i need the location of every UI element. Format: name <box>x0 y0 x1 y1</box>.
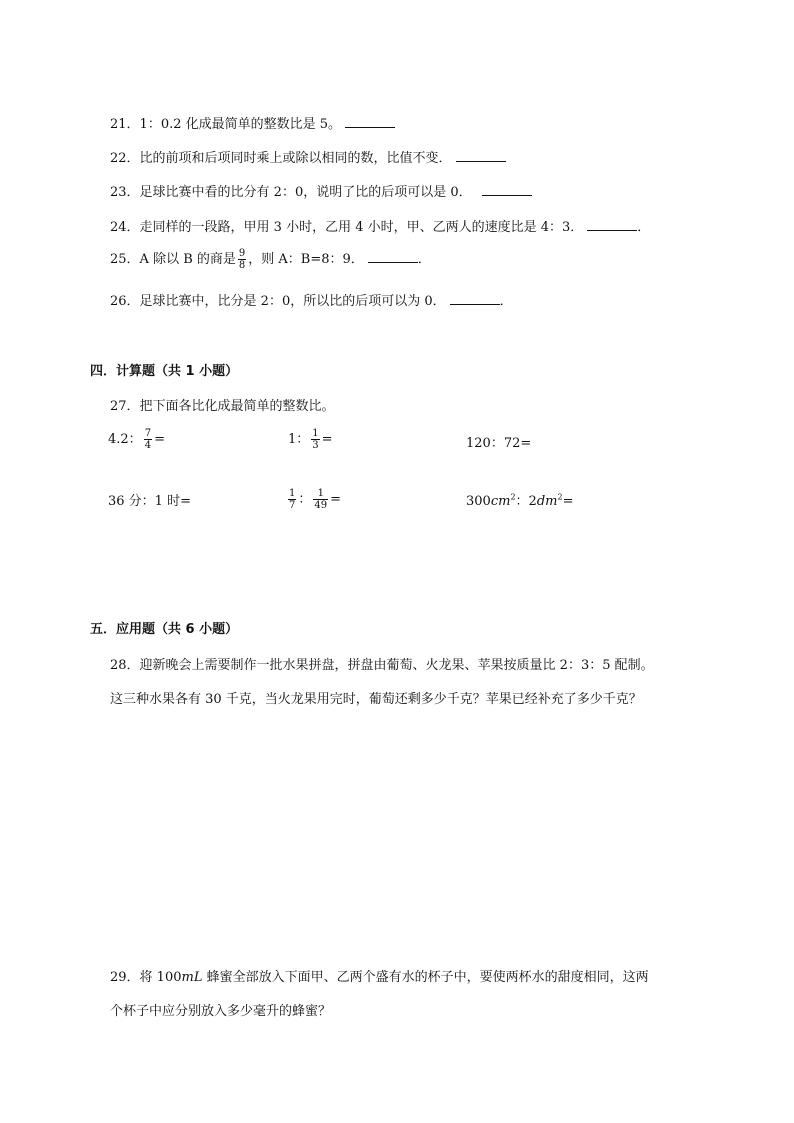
fraction-denominator: 49 <box>314 500 328 511</box>
answer-blank[interactable] <box>482 194 532 196</box>
ratio-item-d: 36 分：1 时= <box>108 494 191 509</box>
unit: cm <box>490 494 511 509</box>
fraction <box>313 488 328 511</box>
fraction-numerator: 9 <box>238 248 246 259</box>
question-tail: ． <box>499 294 513 309</box>
question-text: 比的前项和后项同时乘上或除以相同的数，比值不变． <box>139 151 452 166</box>
question-number: 24． <box>110 220 140 235</box>
answer-blank[interactable] <box>345 126 395 128</box>
ratio-item-f <box>466 490 573 509</box>
question-24 <box>110 216 650 235</box>
fraction <box>311 428 319 451</box>
fraction-denominator: 8 <box>238 260 246 271</box>
question-28-line2: 这三种水果各有 30 千克，当火龙果用完时，葡萄还剩多少千克？苹果已经补充了多少千克？ <box>110 692 642 707</box>
ratio-item-b <box>288 428 333 451</box>
ratio-item-a <box>108 428 165 451</box>
question-number: 23． <box>110 185 140 200</box>
equals-sign: = <box>154 432 165 447</box>
answer-blank[interactable] <box>587 229 637 231</box>
question-29-line1 <box>110 966 649 985</box>
ratio-text: 4.2： <box>108 432 142 447</box>
question-27: 27．把下面各比化成最简单的整数比。 <box>110 399 335 414</box>
question-text: 足球比赛中看的比分有 2：0，说明了比的后项可以是 0． <box>139 185 472 200</box>
question-text: 足球比赛中，比分是 2：0，所以比的后项可以为 0． <box>139 294 446 309</box>
ratio-number: 300 <box>466 494 491 509</box>
question-tail: ． <box>637 220 651 235</box>
ratio-text: 1： <box>288 432 310 447</box>
question-text: 蜂蜜全部放入下面甲、乙两个盛有水的杯子中，要使两杯水的甜度相同，这两 <box>202 970 649 985</box>
fraction-denominator: 3 <box>312 440 319 451</box>
equals-sign: = <box>321 432 333 447</box>
question-text: ，则 A：B=8：9． <box>248 252 364 267</box>
fraction-numerator: 1 <box>312 428 319 439</box>
question-21 <box>110 113 395 132</box>
section-title-application: 五．应用题（共 6 小题） <box>90 622 239 637</box>
question-text: 走同样的一段路，甲用 3 小时，乙用 4 小时，甲、乙两人的速度比是 4：3． <box>139 220 584 235</box>
ratio-text: ：2 <box>515 494 537 509</box>
question-23 <box>110 181 532 200</box>
question-tail: ． <box>417 252 431 267</box>
ratio-item-c: 120：72= <box>466 436 532 451</box>
question-text: A 除以 B 的商是 <box>139 252 236 267</box>
equals-sign: = <box>330 492 342 507</box>
answer-blank[interactable] <box>456 160 506 162</box>
question-text: 29．将 100 <box>110 970 182 985</box>
question-22 <box>110 147 506 166</box>
section-title-calculation: 四．计算题（共 1 小题） <box>90 364 239 379</box>
fraction-numerator: 1 <box>289 488 296 499</box>
question-29-line2: 个杯子中应分别放入多少毫升的蜂蜜？ <box>110 1004 332 1019</box>
fraction-denominator: 4 <box>144 440 152 451</box>
question-25 <box>110 248 431 271</box>
ratio-colon: ： <box>298 492 312 507</box>
question-number: 25． <box>110 252 140 267</box>
question-26 <box>110 290 513 309</box>
superscript: 2 <box>510 492 516 502</box>
fraction <box>288 488 296 511</box>
equals-sign: = <box>562 494 574 509</box>
answer-blank[interactable] <box>368 261 418 263</box>
fraction-numerator: 7 <box>144 428 152 439</box>
superscript: 2 <box>557 492 563 502</box>
question-number: 26． <box>110 294 140 309</box>
fraction-denominator: 7 <box>289 500 296 511</box>
question-number: 21． <box>110 117 140 132</box>
fraction <box>144 428 152 451</box>
fraction-numerator: 1 <box>317 488 324 499</box>
unit: dm <box>536 494 558 509</box>
answer-blank[interactable] <box>450 303 500 305</box>
question-number: 22． <box>110 151 140 166</box>
unit: mL <box>181 970 203 985</box>
question-28-line1: 28．迎新晚会上需要制作一批水果拼盘，拼盘由葡萄、火龙果、苹果按质量比 2：3：5 配制。 <box>110 658 654 673</box>
question-text: 1：0.2 化成最简单的整数比是 5。 <box>139 117 342 132</box>
fraction <box>238 248 246 271</box>
ratio-item-e <box>286 488 341 511</box>
